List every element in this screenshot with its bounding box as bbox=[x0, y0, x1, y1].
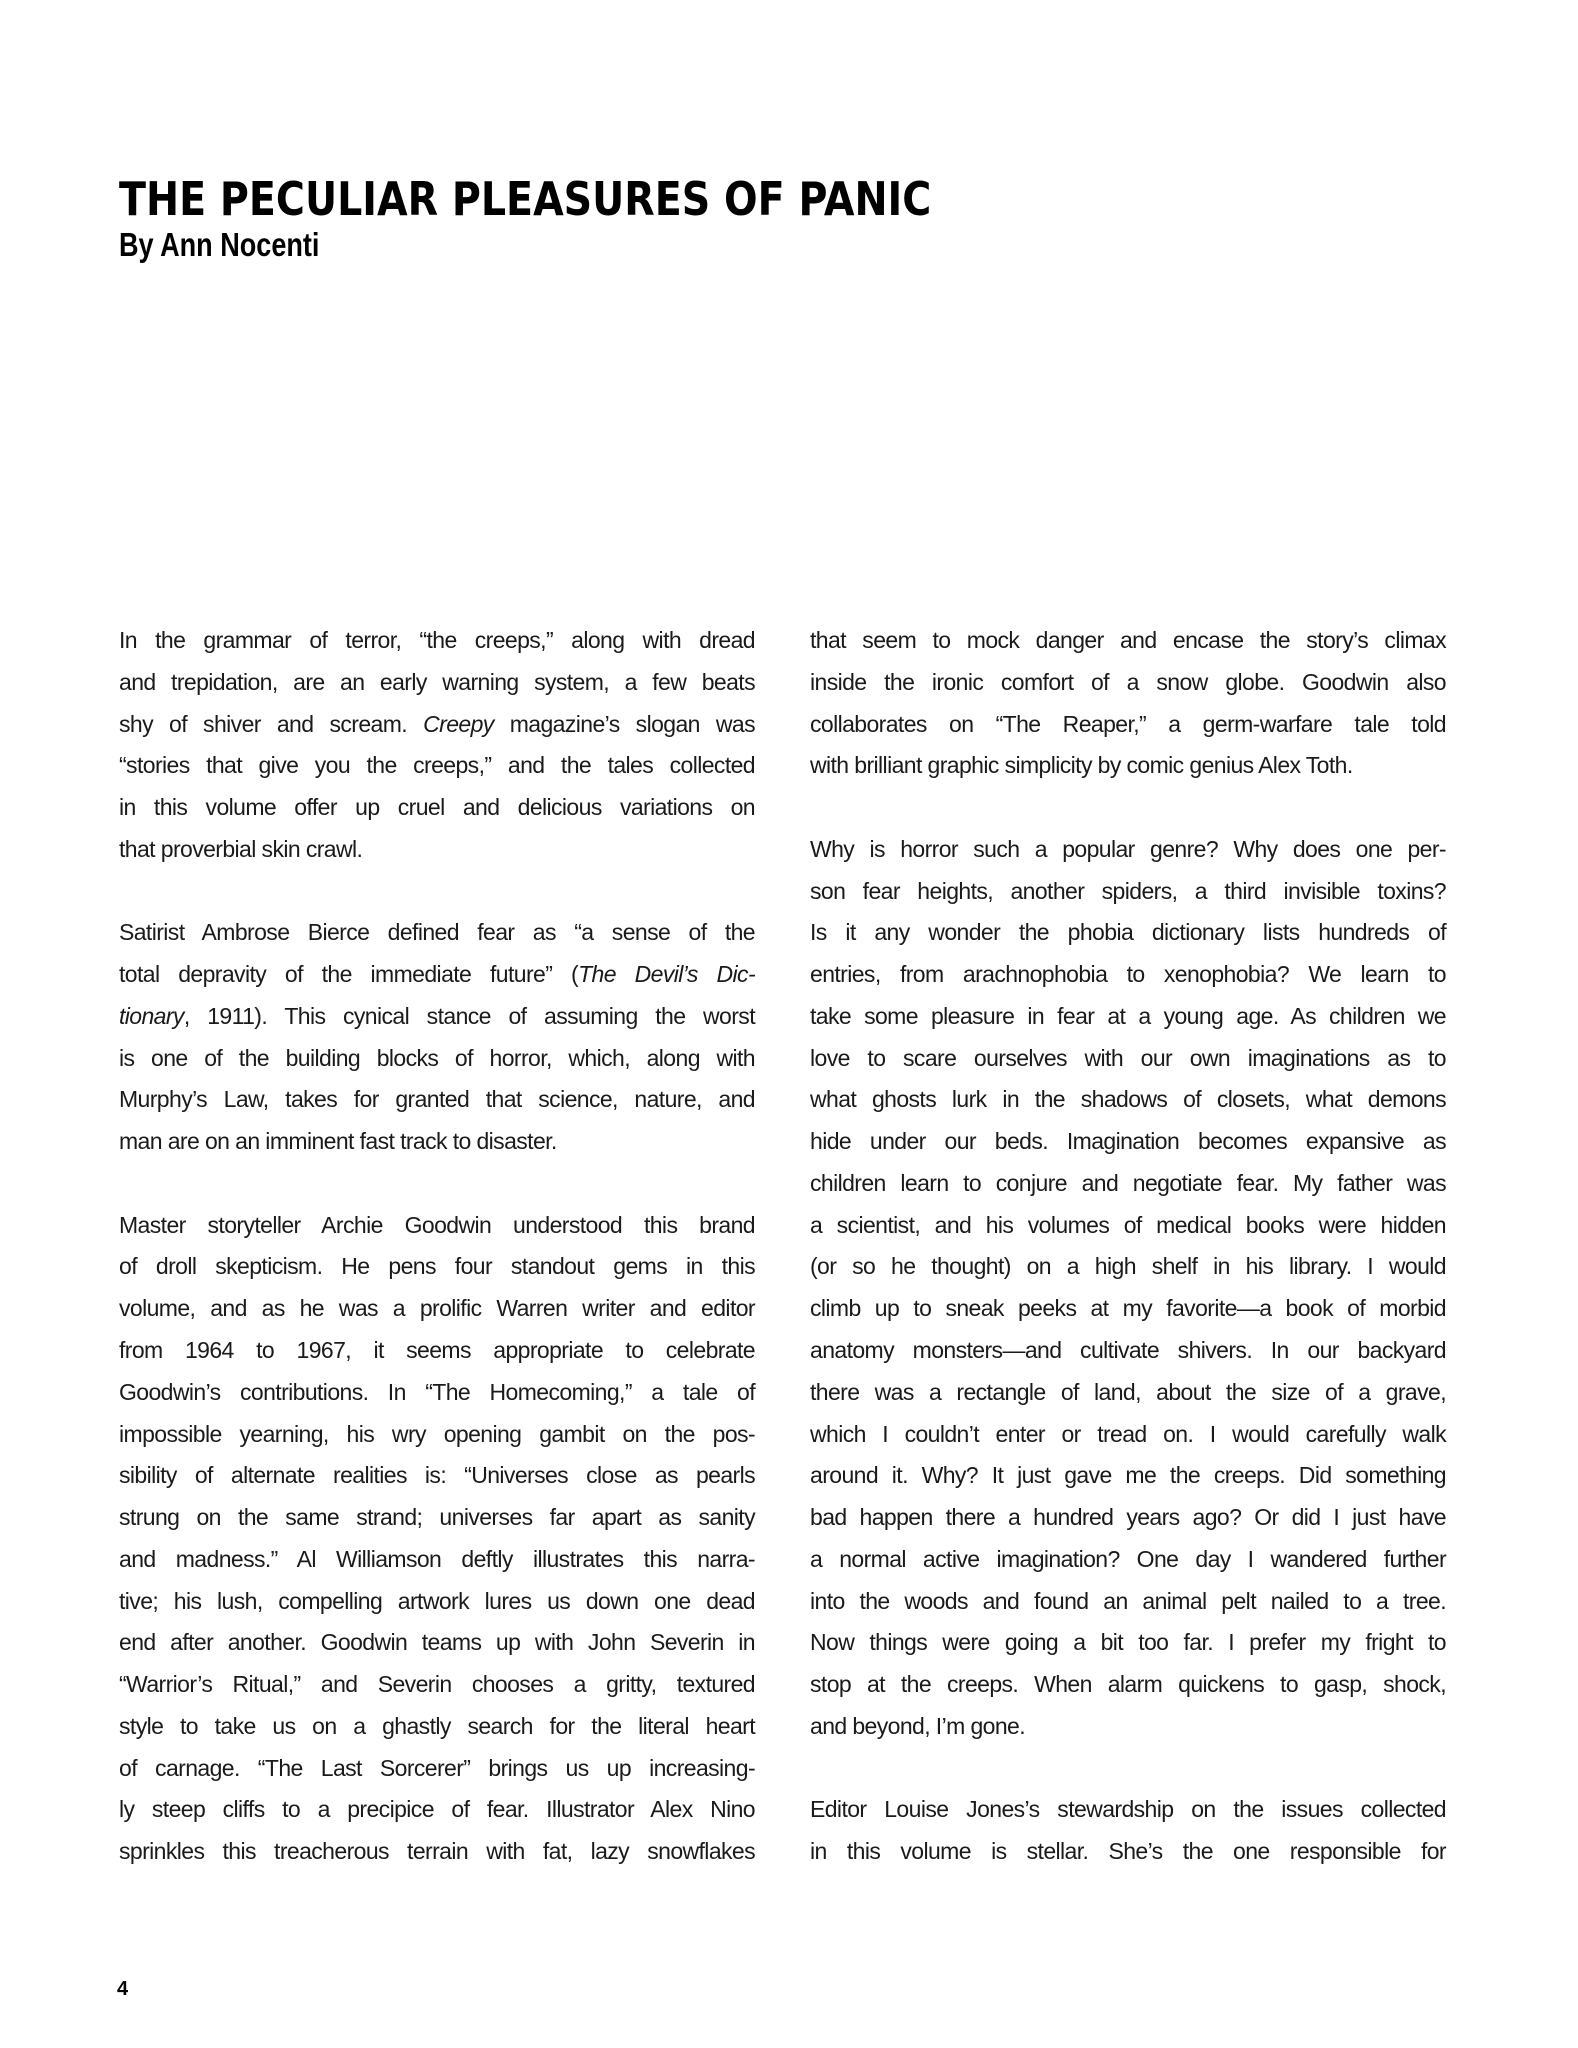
paragraph bbox=[119, 1205, 755, 1873]
text-line: and beyond, I’m gone. bbox=[810, 1712, 1026, 1739]
text-segment: total depravity of the immediate future” ( bbox=[119, 961, 579, 988]
text-line: children learn to conjure and negotiate fear. My father was bbox=[810, 1169, 1446, 1196]
text-line: that seem to mock danger and encase the story’s climax bbox=[810, 627, 1446, 653]
text-line: a normal active imagination? One day I wandered further bbox=[810, 1545, 1446, 1572]
text-line: love to scare ourselves with our own imaginations as to bbox=[810, 1044, 1446, 1071]
text-line: there was a rectangle of land, about the size of a grave, bbox=[810, 1378, 1446, 1405]
text-line: anatomy monsters—and cultivate shivers. In our backyard bbox=[810, 1337, 1446, 1364]
text-line: what ghosts lurk in the shadows of closets, what demons bbox=[810, 1086, 1446, 1113]
text-line: sprinkles this treacherous terrain with fat, lazy snowflakes bbox=[119, 1838, 755, 1865]
text-line: Satirist Ambrose Bierce defined fear as “a sense of the bbox=[119, 919, 755, 946]
text-line: sibility of alternate realities is: “Universes close as pearls bbox=[119, 1462, 755, 1489]
text-line: Is it any wonder the phobia dictionary lists hundreds of bbox=[810, 919, 1446, 946]
paragraph bbox=[810, 620, 1446, 787]
text-segment: magazine’s slogan was bbox=[493, 710, 756, 737]
text-line: with brilliant graphic simplicity by comic genius Alex Toth. bbox=[810, 752, 1353, 779]
text-line: Editor Louise Jones’s stewardship on the issues collected bbox=[810, 1796, 1446, 1823]
text-line: style to take us on a ghastly search for the literal heart bbox=[119, 1712, 755, 1739]
text-line: son fear heights, another spiders, a third invisible toxins? bbox=[810, 877, 1446, 904]
text-line: hide under our beds. Imagination becomes expansive as bbox=[810, 1128, 1446, 1155]
paragraph-spacer bbox=[810, 1748, 1446, 1790]
italic-title-text: tionary bbox=[119, 1002, 184, 1029]
text-line: end after another. Goodwin teams up with John Severin in bbox=[119, 1629, 755, 1656]
text-line: impossible yearning, his wry opening gambit on the pos- bbox=[119, 1420, 755, 1447]
text-line: and madness.” Al Williamson deftly illustrates this narra- bbox=[119, 1545, 755, 1572]
text-segment: , 1911). This cynical stance of assuming the worst bbox=[183, 1002, 755, 1029]
text-line: and trepidation, are an early warning system, a few beats bbox=[119, 668, 755, 695]
paragraph bbox=[119, 912, 755, 1163]
italic-title-text: Creepy bbox=[423, 710, 494, 737]
italic-title-text: The Devil’s Dic- bbox=[578, 961, 755, 988]
text-line: ly steep cliffs to a precipice of fear. Illustrator Alex Nino bbox=[119, 1796, 755, 1823]
text-line: that proverbial skin crawl. bbox=[119, 835, 363, 862]
text-segment: shy of shiver and scream. bbox=[119, 710, 424, 737]
text-line bbox=[119, 954, 755, 996]
text-line: is one of the building blocks of horror, which, along with bbox=[119, 1044, 755, 1071]
text-line bbox=[119, 704, 755, 746]
text-line: Goodwin’s contributions. In “The Homecoming,” a tale of bbox=[119, 1378, 755, 1405]
left-column bbox=[119, 620, 755, 1873]
text-line: from 1964 to 1967, it seems appropriate to celebrate bbox=[119, 1337, 755, 1364]
text-line: inside the ironic comfort of a snow globe. Goodwin also bbox=[810, 668, 1446, 695]
text-line: around it. Why? It just gave me the creeps. Did something bbox=[810, 1462, 1446, 1489]
article-byline: By Ann Nocenti bbox=[119, 226, 320, 263]
paragraph bbox=[810, 829, 1446, 1748]
page-number: 4 bbox=[117, 1978, 129, 2000]
text-line: which I couldn’t enter or tread on. I would carefully walk bbox=[810, 1420, 1446, 1447]
paragraph-spacer bbox=[119, 871, 755, 913]
paragraph bbox=[119, 620, 755, 871]
text-line: Why is horror such a popular genre? Why does one per- bbox=[810, 835, 1446, 862]
text-line: Now things were going a bit too far. I prefer my fright to bbox=[810, 1629, 1446, 1656]
text-line: man are on an imminent fast track to disaster. bbox=[119, 1128, 557, 1155]
text-line: in this volume offer up cruel and delicious variations on bbox=[119, 794, 755, 821]
paragraph-spacer bbox=[810, 787, 1446, 829]
text-line: tive; his lush, compelling artwork lures us down one dead bbox=[119, 1587, 755, 1614]
article-title: THE PECULIAR PLEASURES OF PANIC bbox=[119, 172, 932, 226]
paragraph bbox=[810, 1789, 1446, 1873]
text-line: volume, and as he was a prolific Warren writer and editor bbox=[119, 1295, 755, 1322]
text-line bbox=[119, 996, 755, 1038]
text-line: strung on the same strand; universes far apart as sanity bbox=[119, 1504, 755, 1531]
text-line: take some pleasure in fear at a young age. As children we bbox=[810, 1002, 1446, 1029]
text-line: (or so he thought) on a high shelf in his library. I would bbox=[810, 1253, 1446, 1280]
text-line: bad happen there a hundred years ago? Or did I just have bbox=[810, 1504, 1446, 1531]
text-line: collaborates on “The Reaper,” a germ-warfare tale told bbox=[810, 710, 1446, 737]
paragraph-spacer bbox=[119, 1163, 755, 1205]
text-line: Murphy’s Law, takes for granted that science, nature, and bbox=[119, 1086, 755, 1113]
right-column bbox=[810, 620, 1446, 1873]
text-line: into the woods and found an animal pelt nailed to a tree. bbox=[810, 1587, 1446, 1614]
text-line: “Warrior’s Ritual,” and Severin chooses a gritty, textured bbox=[119, 1671, 755, 1698]
text-line: in this volume is stellar. She’s the one responsible for bbox=[810, 1838, 1446, 1865]
text-line: of droll skepticism. He pens four standout gems in this bbox=[119, 1253, 755, 1280]
text-line: Master storyteller Archie Goodwin understood this brand bbox=[119, 1211, 755, 1238]
text-line: In the grammar of terror, “the creeps,” along with dread bbox=[119, 627, 755, 653]
text-line: stop at the creeps. When alarm quickens to gasp, shock, bbox=[810, 1671, 1446, 1698]
text-line: “stories that give you the creeps,” and the tales collected bbox=[119, 752, 755, 779]
text-line: a scientist, and his volumes of medical books were hidden bbox=[810, 1211, 1446, 1238]
text-line: climb up to sneak peeks at my favorite—a book of morbid bbox=[810, 1295, 1446, 1322]
text-line: of carnage. “The Last Sorcerer” brings us up increasing- bbox=[119, 1754, 755, 1781]
text-line: entries, from arachnophobia to xenophobia? We learn to bbox=[810, 961, 1446, 988]
